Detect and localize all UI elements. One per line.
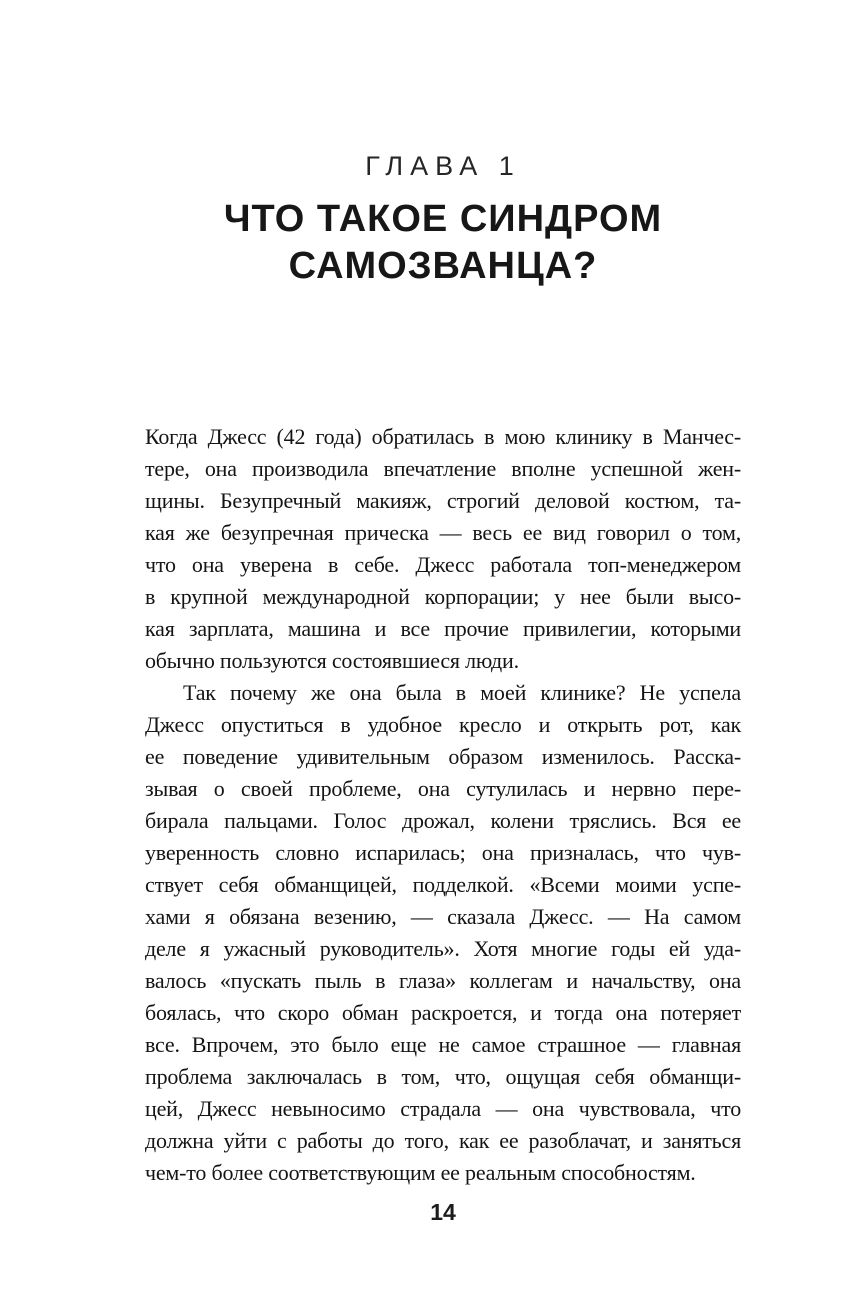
text-line: ее поведение удивительным образом изменилось. Расска-	[145, 744, 741, 769]
text-line: тере, она производила впечатление вполне успешной жен-	[145, 456, 741, 481]
text-line: Джесс опуститься в удобное кресло и открыть рот, как	[145, 712, 741, 737]
paragraph	[145, 421, 741, 677]
chapter-title-line2: САМОЗВАНЦА?	[288, 245, 598, 287]
chapter-title	[105, 196, 781, 290]
text-line: деле я ужасный руководитель». Хотя многие годы ей уда-	[145, 936, 741, 961]
text-line: обычно пользуются состоявшиеся люди.	[145, 648, 519, 673]
paragraph	[145, 677, 741, 1189]
text-line: чем-то более соответствующим ее реальным способностям.	[145, 1160, 696, 1185]
text-line: ствует себя обманщицей, подделкой. «Всеми моими успе-	[145, 872, 741, 897]
body-text	[145, 421, 741, 1189]
text-line: должна уйти с работы до того, как ее разоблачат, и заняться	[145, 1128, 741, 1153]
text-line: проблема заключалась в том, что, ощущая себя обманщи-	[145, 1064, 741, 1089]
text-line: бирала пальцами. Голос дрожал, колени тряслись. Вся ее	[145, 808, 741, 833]
text-line: Так почему же она была в моей клинике? Не успела	[183, 680, 741, 705]
text-line: кая зарплата, машина и все прочие привилегии, которыми	[145, 616, 741, 641]
page-number: 14	[430, 1199, 456, 1225]
text-line: кая же безупречная прическа — весь ее вид говорил о том,	[145, 520, 741, 545]
page-content	[145, 0, 741, 1311]
text-line: зывая о своей проблеме, она сутулилась и нервно пере-	[145, 776, 741, 801]
text-line: боялась, что скоро обман раскроется, и тогда она потеряет	[145, 1000, 741, 1025]
text-line: валось «пускать пыль в глаза» коллегам и начальству, она	[145, 968, 741, 993]
text-line: щины. Безупречный макияж, строгий деловой костюм, та-	[145, 488, 741, 513]
text-line: хами я обязана везению, — сказала Джесс. — На самом	[145, 904, 741, 929]
chapter-title-line1: ЧТО ТАКОЕ СИНДРОМ	[223, 198, 663, 240]
text-line: уверенность словно испарилась; она призналась, что чув-	[145, 840, 741, 865]
text-line: в крупной международной корпорации; у нее были высо-	[145, 584, 741, 609]
text-line: Когда Джесс (42 года) обратилась в мою клинику в Манчес-	[145, 424, 741, 449]
text-line: все. Впрочем, это было еще не самое страшное — главная	[145, 1032, 741, 1057]
text-line: цей, Джесс невыносимо страдала — она чувствовала, что	[145, 1096, 741, 1121]
text-line: что она уверена в себе. Джесс работала топ-менеджером	[145, 552, 741, 577]
chapter-label: ГЛАВА 1	[365, 151, 521, 181]
